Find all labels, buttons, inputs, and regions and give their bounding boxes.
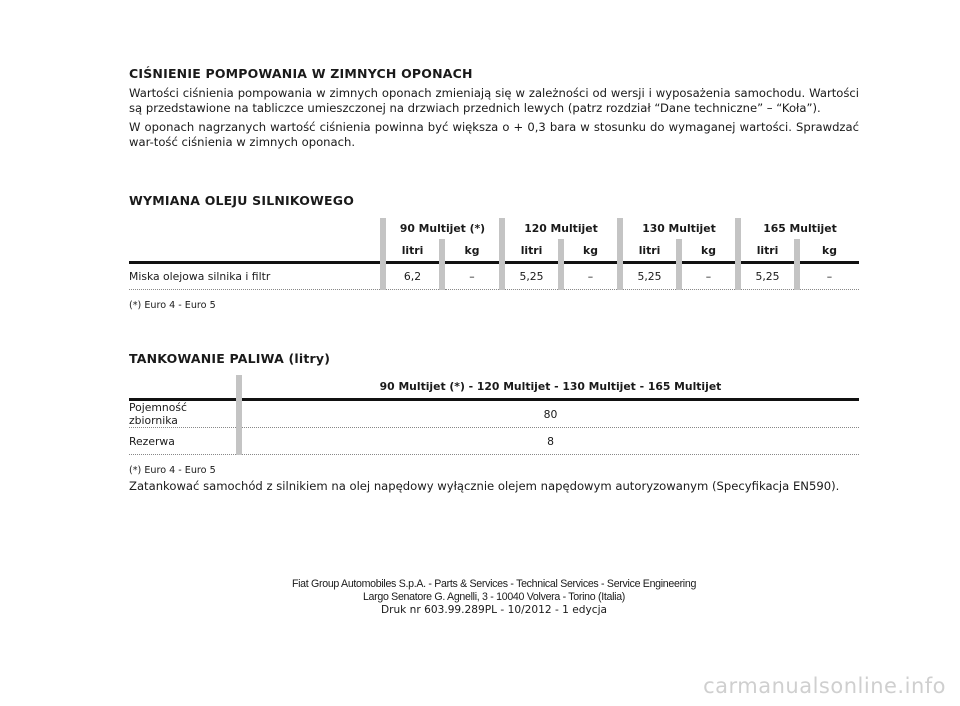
oil-model-header: 165 Multijet [738, 218, 859, 239]
oil-model-header: 120 Multijet [502, 218, 620, 239]
fuel-row-label: Pojemność zbiornika [129, 400, 239, 428]
table-row [129, 428, 859, 455]
tire-pressure-paragraph-1: Wartości ciśnienia pompowania w zimnych oponach zmieniają się w zależności od wersji i wyposażenia samochodu. Wartości są przedstawione na tabliczce umieszczonej na drzwiach przednich lewych (patrz rozdział “Dane techniczne” – “Koła”). [129, 86, 859, 115]
oil-unit-header: litri [620, 239, 679, 263]
oil-cell: – [561, 263, 620, 290]
oil-model-header: 130 Multijet [620, 218, 738, 239]
fuel-instruction: Zatankować samochód z silnikiem na olej napędowy wyłącznie olejem napędowym autoryzowanym (Specyfikacja EN590). [129, 479, 840, 494]
oil-unit-header: kg [679, 239, 738, 263]
watermark: carmanualsonline.info [703, 674, 946, 698]
fuel-table [129, 375, 859, 455]
oil-cell: 5,25 [738, 263, 797, 290]
table-row [129, 400, 859, 428]
fuel-title: TANKOWANIE PALIWA (litry) [129, 351, 331, 367]
oil-table [129, 218, 859, 290]
oil-unit-header: litri [502, 239, 561, 263]
oil-cell: 5,25 [620, 263, 679, 290]
oil-cell: – [797, 263, 859, 290]
oil-unit-header: kg [442, 239, 502, 263]
oil-footnote: (*) Euro 4 - Euro 5 [129, 300, 216, 312]
oil-change-title: WYMIANA OLEJU SILNIKOWEGO [129, 193, 355, 209]
fuel-footnote: (*) Euro 4 - Euro 5 [129, 465, 216, 477]
footer-line-company: Fiat Group Automobiles S.p.A. - Parts & Services - Technical Services - Service Engineering [291, 578, 697, 590]
oil-unit-header: litri [383, 239, 442, 263]
oil-cell: – [442, 263, 502, 290]
page-content [129, 66, 859, 494]
footer-line-print: Druk nr 603.99.289PL - 10/2012 - 1 edycja [380, 604, 608, 616]
tire-pressure-title: CIŚNIENIE POMPOWANIA W ZIMNYCH OPONACH [129, 66, 473, 81]
fuel-header: 90 Multijet (*) - 120 Multijet - 130 Multijet - 165 Multijet [239, 375, 859, 400]
footer-line-address: Largo Senatore G. Agnelli, 3 - 10040 Volvera - Torino (Italia) [362, 591, 626, 603]
fuel-cell: 8 [239, 428, 859, 455]
oil-cell: 5,25 [502, 263, 561, 290]
publisher-footer [129, 578, 859, 617]
oil-model-header: 90 Multijet (*) [383, 218, 502, 239]
oil-unit-header: kg [561, 239, 620, 263]
oil-cell: 6,2 [383, 263, 442, 290]
oil-row-label: Miska olejowa silnika i filtr [129, 263, 383, 290]
oil-unit-header: litri [738, 239, 797, 263]
oil-cell: – [679, 263, 738, 290]
tire-pressure-paragraph-2: W oponach nagrzanych wartość ciśnienia powinna być większa o + 0,3 bara w stosunku do wymaganej wartości. Sprawdzać war-tość ciśnienia w zimnych oponach. [129, 120, 859, 149]
oil-unit-header: kg [797, 239, 859, 263]
fuel-cell: 80 [239, 400, 859, 428]
fuel-row-label: Rezerwa [129, 428, 239, 455]
table-row [129, 263, 859, 290]
